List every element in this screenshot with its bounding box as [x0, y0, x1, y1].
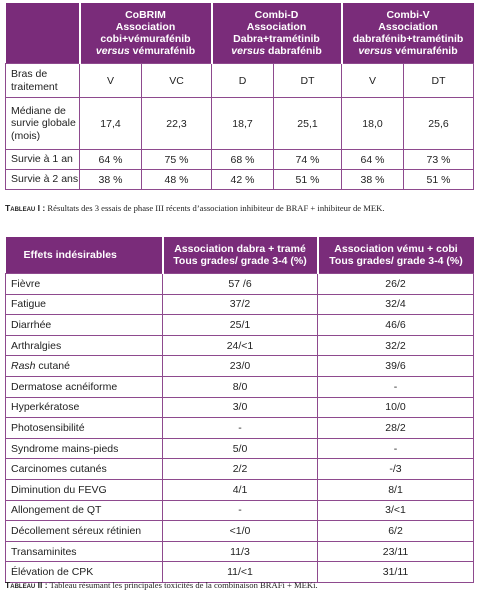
table-row: [6, 170, 474, 190]
dabra-trame-value: 11/3: [163, 541, 318, 562]
group-name: Combi-V: [386, 9, 430, 21]
effect-label: Hyperkératose: [6, 397, 163, 418]
dabra-trame-value: 23/0: [163, 356, 318, 377]
toxicities-header-row: [6, 237, 474, 274]
dabra-trame-value: -: [163, 500, 318, 521]
table-row: [6, 98, 474, 150]
effect-label: Rash cutané: [6, 356, 163, 377]
group-line: cobi+vémurafénib: [100, 33, 191, 45]
table-row: [6, 376, 474, 397]
group-line: Dabra+tramétinib: [233, 33, 320, 45]
group-header-combi-v: [342, 3, 474, 64]
table-row: [6, 274, 474, 295]
vemu-cobi-value: 26/2: [318, 274, 474, 295]
dabra-trame-value: 4/1: [163, 479, 318, 500]
group-versus-line: versus vémurafénib: [95, 45, 196, 57]
trials-header-row: [6, 3, 474, 64]
effect-label: Fatigue: [6, 294, 163, 315]
dabra-trame-value: -: [163, 418, 318, 439]
row-label: Survie à 1 an: [6, 150, 80, 170]
group-versus-line: versus dabrafénib: [231, 45, 322, 57]
group-line: Association: [378, 21, 438, 33]
effect-label: Diminution du FEVG: [6, 479, 163, 500]
effect-label: Photosensibilité: [6, 418, 163, 439]
table-cell: 73 %: [404, 150, 474, 170]
table-cell: 25,6: [404, 98, 474, 150]
table-cell: 17,4: [80, 98, 142, 150]
table-cell: 38 %: [80, 170, 142, 190]
table-cell: DT: [274, 64, 342, 98]
vemu-cobi-value: 46/6: [318, 315, 474, 336]
table-cell: 75 %: [142, 150, 212, 170]
group-line: dabrafénib+tramétinib: [352, 33, 464, 45]
table-row: [6, 418, 474, 439]
row-label: Bras de traitement: [6, 64, 80, 98]
header-dabra-trame: Association dabra + tramé Tous grades/ grade 3-4 (%): [163, 237, 318, 274]
table-row: [6, 294, 474, 315]
group-name: Combi-D: [254, 9, 299, 21]
dabra-trame-value: 11/<1: [163, 562, 318, 583]
vemu-cobi-value: -: [318, 438, 474, 459]
header-corner: [6, 3, 80, 64]
table-row: [6, 335, 474, 356]
table-cell: 38 %: [342, 170, 404, 190]
effect-label: Allongement de QT: [6, 500, 163, 521]
table-cell: 74 %: [274, 150, 342, 170]
dabra-trame-value: 5/0: [163, 438, 318, 459]
table-cell: D: [212, 64, 274, 98]
effect-label: Diarrhée: [6, 315, 163, 336]
vemu-cobi-value: -: [318, 376, 474, 397]
table-cell: 42 %: [212, 170, 274, 190]
vemu-cobi-value: 23/11: [318, 541, 474, 562]
table-row: [6, 479, 474, 500]
row-label: Médiane de survie globale (mois): [6, 98, 80, 150]
header-vemu-cobi: Association vému + cobi Tous grades/ grade 3-4 (%): [318, 237, 474, 274]
table-cell: 18,0: [342, 98, 404, 150]
table2-caption: Tableau II : Tableau résumant les principales toxicités de la combinaison BRAFi + MEKi.: [5, 580, 318, 590]
effect-label: Syndrome mains-pieds: [6, 438, 163, 459]
vemu-cobi-value: 32/4: [318, 294, 474, 315]
dabra-trame-value: 3/0: [163, 397, 318, 418]
table-cell: 18,7: [212, 98, 274, 150]
header-effects: Effets indésirables: [6, 237, 163, 274]
group-header-cobrim: [80, 3, 212, 64]
table-row: [6, 64, 474, 98]
table-cell: 68 %: [212, 150, 274, 170]
group-line: Association: [246, 21, 307, 33]
effect-label: Élévation de CPK: [6, 562, 163, 583]
table-cell: 48 %: [142, 170, 212, 190]
table-row: [6, 356, 474, 377]
toxicities-table: [5, 237, 474, 583]
row-label: Survie à 2 ans: [6, 170, 80, 190]
table-cell: 22,3: [142, 98, 212, 150]
vemu-cobi-value: 31/11: [318, 562, 474, 583]
vemu-cobi-value: 10/0: [318, 397, 474, 418]
vemu-cobi-value: -/3: [318, 459, 474, 480]
dabra-trame-value: 37/2: [163, 294, 318, 315]
effect-label: Décollement séreux rétinien: [6, 521, 163, 542]
dabra-trame-value: 25/1: [163, 315, 318, 336]
vemu-cobi-value: 28/2: [318, 418, 474, 439]
vemu-cobi-value: 8/1: [318, 479, 474, 500]
vemu-cobi-value: 6/2: [318, 521, 474, 542]
table-cell: 64 %: [342, 150, 404, 170]
toxicities-body: [6, 274, 474, 583]
dabra-trame-value: 24/<1: [163, 335, 318, 356]
effect-label: Transaminites: [6, 541, 163, 562]
table-row: [6, 438, 474, 459]
table-cell: V: [80, 64, 142, 98]
vemu-cobi-value: 32/2: [318, 335, 474, 356]
trials-table: [5, 3, 474, 190]
table-cell: V: [342, 64, 404, 98]
vemu-cobi-value: 39/6: [318, 356, 474, 377]
table-cell: 64 %: [80, 150, 142, 170]
table1-caption: Tableau I : Résultats des 3 essais de phase III récents d’association inhibiteur de BRAF + inhibiteur de MEK.: [5, 203, 385, 213]
table-cell: DT: [404, 64, 474, 98]
effect-label: Arthralgies: [6, 335, 163, 356]
table-row: [6, 500, 474, 521]
table-cell: 51 %: [274, 170, 342, 190]
table-row: [6, 541, 474, 562]
table-cell: VC: [142, 64, 212, 98]
table-cell: 25,1: [274, 98, 342, 150]
dabra-trame-value: <1/0: [163, 521, 318, 542]
vemu-cobi-value: 3/<1: [318, 500, 474, 521]
group-header-combi-d: [212, 3, 342, 64]
table-row: [6, 150, 474, 170]
dabra-trame-value: 57 /6: [163, 274, 318, 295]
effect-label: Dermatose acnéiforme: [6, 376, 163, 397]
group-line: Association: [115, 21, 176, 33]
table-row: [6, 397, 474, 418]
effect-label: Fièvre: [6, 274, 163, 295]
table-row: [6, 459, 474, 480]
dabra-trame-value: 2/2: [163, 459, 318, 480]
table-row: [6, 521, 474, 542]
dabra-trame-value: 8/0: [163, 376, 318, 397]
effect-label: Carcinomes cutanés: [6, 459, 163, 480]
group-name: CoBRIM: [125, 9, 166, 21]
group-versus-line: versus vémurafénib: [358, 45, 458, 57]
table-row: [6, 315, 474, 336]
table-cell: 51 %: [404, 170, 474, 190]
